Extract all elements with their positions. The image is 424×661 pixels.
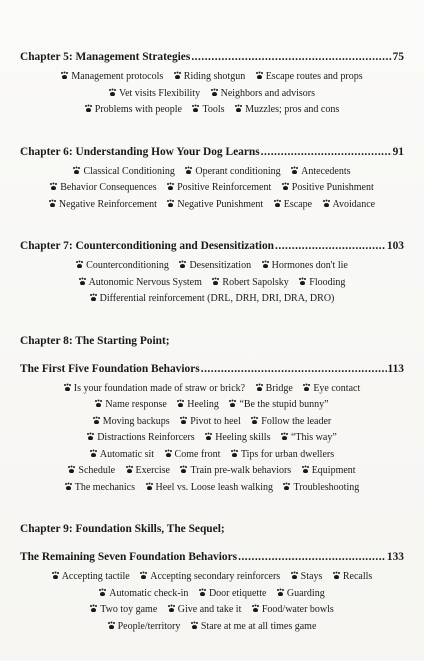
chapter-heading bbox=[20, 145, 404, 160]
chapter-title: Chapter 7: Counterconditioning and Desensitization bbox=[20, 240, 274, 252]
paw-bullet-icon bbox=[109, 89, 116, 96]
topic-item: Bridge bbox=[256, 383, 293, 394]
paw-bullet-icon bbox=[50, 183, 57, 190]
paw-bullet-icon bbox=[256, 72, 263, 79]
topic-item: Positive Reinforcement bbox=[167, 182, 271, 193]
chapter-6 bbox=[20, 145, 404, 214]
topic-item: Autonomic Nervous System bbox=[79, 277, 202, 288]
chapter-subtitle: The Remaining Seven Foundation Behaviors bbox=[20, 551, 238, 563]
topic-item: Train pre-walk behaviors bbox=[180, 465, 291, 476]
paw-bullet-icon bbox=[90, 294, 97, 301]
chapter-heading bbox=[20, 522, 404, 537]
chapter-subheading bbox=[20, 550, 404, 565]
paw-bullet-icon bbox=[185, 167, 192, 174]
paw-bullet-icon bbox=[256, 384, 263, 391]
paw-bullet-icon bbox=[146, 483, 153, 490]
paw-bullet-icon bbox=[333, 572, 340, 579]
topic-item: Distractions Reinforcers bbox=[87, 432, 194, 443]
topic-item: People/territory bbox=[108, 621, 181, 632]
topic-item: Follow the leader bbox=[251, 416, 331, 427]
chapter-heading bbox=[20, 50, 404, 65]
topic-list bbox=[20, 381, 404, 497]
topic-item: Escape routes and props bbox=[256, 71, 363, 82]
paw-bullet-icon bbox=[95, 400, 102, 407]
topic-item: Stare at me at all times game bbox=[191, 621, 317, 632]
paw-bullet-icon bbox=[191, 622, 198, 629]
chapter-heading bbox=[20, 239, 404, 254]
paw-bullet-icon bbox=[49, 200, 56, 207]
paw-bullet-icon bbox=[68, 466, 75, 473]
topic-item: Equipment bbox=[302, 465, 356, 476]
page-number: 133 bbox=[386, 551, 404, 563]
paw-bullet-icon bbox=[90, 450, 97, 457]
paw-bullet-icon bbox=[180, 466, 187, 473]
paw-bullet-icon bbox=[73, 167, 80, 174]
paw-bullet-icon bbox=[192, 105, 199, 112]
dot-leader bbox=[261, 145, 392, 160]
paw-bullet-icon bbox=[177, 400, 184, 407]
paw-bullet-icon bbox=[179, 261, 186, 268]
topic-item: Food/water bowls bbox=[252, 604, 334, 615]
paw-bullet-icon bbox=[205, 433, 212, 440]
topic-item: Tools bbox=[192, 104, 224, 115]
topic-item: “This way” bbox=[281, 432, 337, 443]
page-number: 103 bbox=[386, 240, 404, 252]
topic-item: Negative Punishment bbox=[167, 199, 263, 210]
topic-item: Name response bbox=[95, 399, 166, 410]
chapter-7 bbox=[20, 239, 404, 308]
chapter-5 bbox=[20, 50, 404, 119]
dot-leader bbox=[275, 239, 386, 254]
paw-bullet-icon bbox=[283, 483, 290, 490]
topic-item: Come front bbox=[165, 449, 221, 460]
topic-item: Heel vs. Loose leash walking bbox=[146, 482, 273, 493]
paw-bullet-icon bbox=[61, 72, 68, 79]
topic-item: Positive Punishment bbox=[282, 182, 374, 193]
chapter-subtitle: The First Five Foundation Behaviors bbox=[20, 362, 200, 375]
topic-item: Hormones don't lie bbox=[262, 260, 348, 271]
topic-item: Classical Conditioning bbox=[73, 166, 174, 177]
chapter-title: Chapter 9: Foundation Skills, The Sequel; bbox=[20, 523, 225, 535]
paw-bullet-icon bbox=[291, 572, 298, 579]
topic-item: Escape bbox=[274, 199, 312, 210]
paw-bullet-icon bbox=[252, 605, 259, 612]
paw-bullet-icon bbox=[79, 278, 86, 285]
paw-bullet-icon bbox=[167, 200, 174, 207]
topic-list bbox=[20, 258, 404, 308]
paw-bullet-icon bbox=[99, 589, 106, 596]
dot-leader bbox=[238, 550, 386, 565]
topic-item: The mechanics bbox=[65, 482, 135, 493]
paw-bullet-icon bbox=[93, 417, 100, 424]
paw-bullet-icon bbox=[52, 572, 59, 579]
paw-bullet-icon bbox=[87, 433, 94, 440]
dot-leader bbox=[201, 362, 387, 377]
topic-item: Desensitization bbox=[179, 260, 251, 271]
topic-item: Automatic sit bbox=[90, 449, 154, 460]
topic-item: Problems with people bbox=[85, 104, 182, 115]
topic-item: Negative Reinforcement bbox=[49, 199, 157, 210]
paw-bullet-icon bbox=[303, 384, 310, 391]
topic-item: Vet visits Flexibility bbox=[109, 88, 200, 99]
paw-bullet-icon bbox=[235, 105, 242, 112]
topic-item: Is your foundation made of straw or brick? bbox=[64, 383, 245, 394]
topic-item: Automatic check-in bbox=[99, 588, 188, 599]
topic-item: Flooding bbox=[299, 277, 345, 288]
paw-bullet-icon bbox=[64, 384, 71, 391]
paw-bullet-icon bbox=[281, 433, 288, 440]
topic-item: Accepting secondary reinforcers bbox=[140, 571, 280, 582]
topic-item: Eye contact bbox=[303, 383, 360, 394]
topic-item: Recalls bbox=[333, 571, 372, 582]
topic-item: Neighbors and advisors bbox=[211, 88, 315, 99]
table-of-contents bbox=[20, 50, 404, 661]
topic-item: Robert Sapolsky bbox=[212, 277, 288, 288]
topic-item: Differential reinforcement (DRL, DRH, DRI, DRA, DRO) bbox=[90, 293, 335, 304]
paw-bullet-icon bbox=[274, 200, 281, 207]
topic-list bbox=[20, 164, 404, 214]
paw-bullet-icon bbox=[65, 483, 72, 490]
page-number: 113 bbox=[387, 362, 404, 375]
paw-bullet-icon bbox=[262, 261, 269, 268]
chapter-title: Chapter 6: Understanding How Your Dog Learns bbox=[20, 145, 260, 158]
paw-bullet-icon bbox=[168, 605, 175, 612]
topic-item: Troubleshooting bbox=[283, 482, 359, 493]
topic-item: Schedule bbox=[68, 465, 115, 476]
topic-item: Guarding bbox=[277, 588, 325, 599]
paw-bullet-icon bbox=[291, 167, 298, 174]
topic-item: Behavior Consequences bbox=[50, 182, 156, 193]
topic-item: Heeling skills bbox=[205, 432, 270, 443]
paw-bullet-icon bbox=[108, 622, 115, 629]
topic-item: Moving backups bbox=[93, 416, 170, 427]
topic-item: Riding shotgun bbox=[174, 71, 245, 82]
topic-item: Exercise bbox=[126, 465, 170, 476]
paw-bullet-icon bbox=[231, 450, 238, 457]
paw-bullet-icon bbox=[90, 605, 97, 612]
paw-bullet-icon bbox=[212, 278, 219, 285]
chapter-title: Chapter 5: Management Strategies bbox=[20, 51, 191, 63]
paw-bullet-icon bbox=[323, 200, 330, 207]
paw-bullet-icon bbox=[199, 589, 206, 596]
topic-item: Two toy game bbox=[90, 604, 157, 615]
chapter-title: Chapter 8: The Starting Point; bbox=[20, 334, 170, 347]
topic-item: Heeling bbox=[177, 399, 219, 410]
paw-bullet-icon bbox=[302, 466, 309, 473]
topic-item: Accepting tactile bbox=[52, 571, 130, 582]
topic-item: Operant conditioning bbox=[185, 166, 280, 177]
topic-item: Management protocols bbox=[61, 71, 163, 82]
topic-item: Pivot to heel bbox=[180, 416, 241, 427]
paw-bullet-icon bbox=[126, 466, 133, 473]
dot-leader bbox=[191, 50, 391, 65]
paw-bullet-icon bbox=[165, 450, 172, 457]
paw-bullet-icon bbox=[251, 417, 258, 424]
chapter-9 bbox=[20, 522, 404, 635]
page-number: 75 bbox=[392, 51, 404, 63]
topic-item: Door etiquette bbox=[199, 588, 266, 599]
paw-bullet-icon bbox=[140, 572, 147, 579]
paw-bullet-icon bbox=[277, 589, 284, 596]
page-number: 91 bbox=[392, 145, 404, 158]
paw-bullet-icon bbox=[76, 261, 83, 268]
chapter-heading bbox=[20, 334, 404, 349]
paw-bullet-icon bbox=[229, 400, 236, 407]
chapter-subheading bbox=[20, 362, 404, 377]
topic-item: Muzzles; pros and cons bbox=[235, 104, 339, 115]
paw-bullet-icon bbox=[211, 89, 218, 96]
paw-bullet-icon bbox=[174, 72, 181, 79]
topic-item: Tips for urban dwellers bbox=[231, 449, 334, 460]
topic-item: Avoidance bbox=[323, 199, 376, 210]
topic-item: Stays bbox=[291, 571, 323, 582]
paw-bullet-icon bbox=[282, 183, 289, 190]
paw-bullet-icon bbox=[299, 278, 306, 285]
chapter-8 bbox=[20, 334, 404, 497]
topic-item: Antecedents bbox=[291, 166, 350, 177]
paw-bullet-icon bbox=[167, 183, 174, 190]
paw-bullet-icon bbox=[85, 105, 92, 112]
topic-list bbox=[20, 69, 404, 119]
topic-item: “Be the stupid bunny” bbox=[229, 399, 328, 410]
topic-item: Give and take it bbox=[168, 604, 242, 615]
paw-bullet-icon bbox=[180, 417, 187, 424]
topic-list bbox=[20, 569, 404, 635]
topic-item: Counterconditioning bbox=[76, 260, 169, 271]
